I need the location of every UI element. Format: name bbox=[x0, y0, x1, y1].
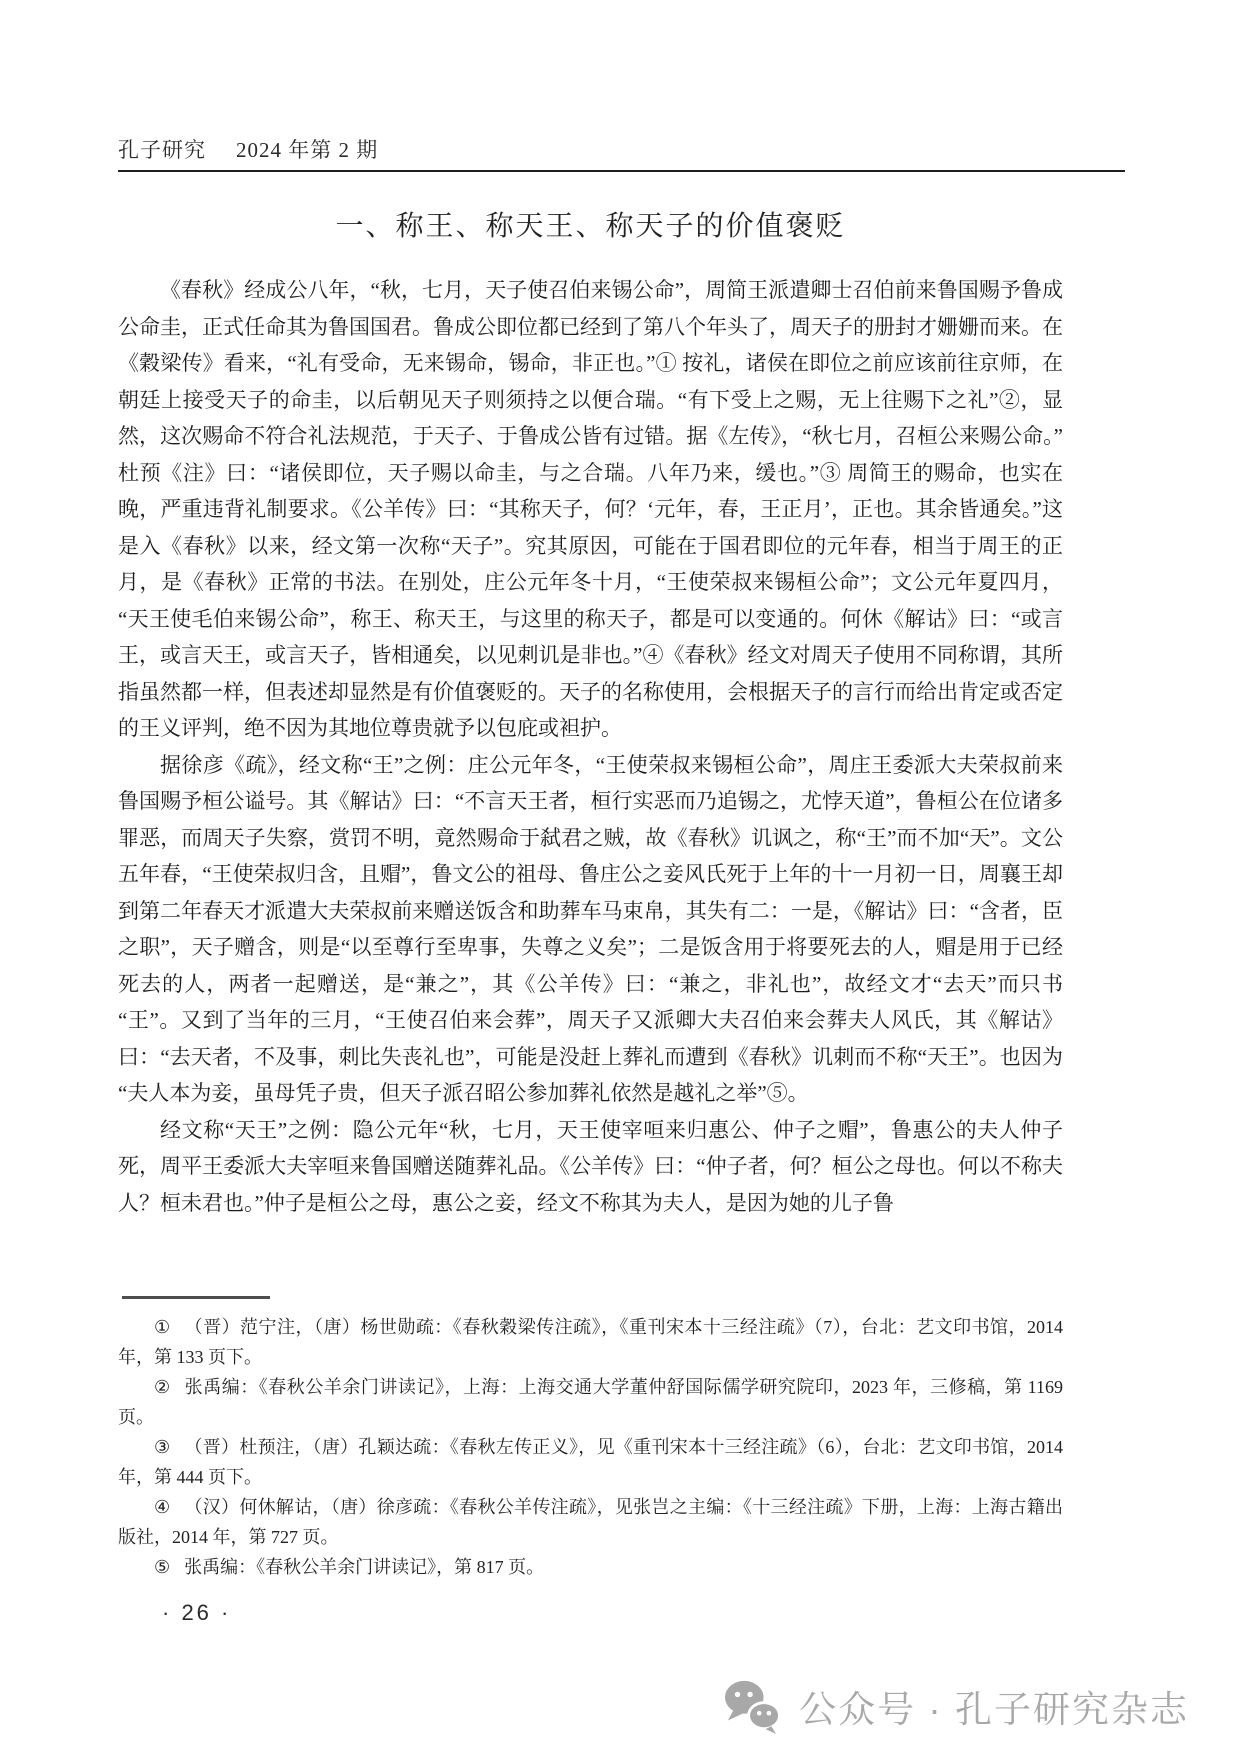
body-paragraph: 《春秋》经成公八年，“秋，七月，天子使召伯来锡公命”，周简王派遣卿士召伯前来鲁国赐予鲁成公命圭，正式任命其为鲁国国君。鲁成公即位都已经到了第八个年头了，周天子的册封才姗姗而来。在《穀梁传》看来，“礼有受命，无来锡命，锡命，非正也。”① 按礼，诸侯在即位之前应该前往京师，在朝廷上接受天子的命圭，以后朝见天子则须持之以便合瑞。“有下受上之赐，无上往赐下之礼”②，显然，这次赐命不符合礼法规范，于天子、于鲁成公皆有过错。据《左传》，“秋七月，召桓公来赐公命。”杜预《注》曰：“诸侯即位，天子赐以命圭，与之合瑞。八年乃来，缓也。”③ 周简王的赐命，也实在晚，严重违背礼制要求。《公羊传》曰：“其称天子，何？‘元年，春，王正月’，正也。其余皆通矣。”这是入《春秋》以来，经文第一次称“天子”。究其原因，可能在于国君即位的元年春，相当于周王的正月，是《春秋》正常的书法。在别处，庄公元年冬十月，“王使荣叔来锡桓公命”；文公元年夏四月，“天王使毛伯来锡公命”，称王、称天王，与这里的称天子，都是可以变通的。何休《解诂》曰：“或言王，或言天王，或言天子，皆相通矣，以见刺讥是非也。”④《春秋》经文对周天子使用不同称谓，其所指虽然都一样，但表述却显然是有价值褒贬的。天子的名称使用，会根据天子的言行而给出肯定或否定的王义评判，绝不因为其地位尊贵就予以包庇或袒护。 bbox=[118, 278, 1063, 740]
footnote-marker: ③ bbox=[154, 1437, 171, 1457]
issue-label: 2024 年第 2 期 bbox=[236, 138, 379, 162]
footnote-text: （晋）范宁注，（唐）杨世勋疏：《春秋穀梁传注疏》，《重刊宋本十三经注疏》（7），台北：艺文印书馆，2014 年，第 133 页下。 bbox=[118, 1317, 1064, 1367]
section-title: 一、称王、称天王、称天子的价值褒贬 bbox=[335, 211, 846, 242]
footnote-marker: ④ bbox=[154, 1497, 171, 1517]
footnote-text: （汉）何休解诂，（唐）徐彦疏：《春秋公羊传注疏》，见张岂之主编：《十三经注疏》下册，上海：上海古籍出版社，2014 年，第 727 页。 bbox=[118, 1497, 1063, 1547]
header-rule bbox=[118, 170, 1125, 172]
body-paragraph: 经文称“天王”之例：隐公元年“秋，七月，天王使宰咺来归惠公、仲子之赗”，鲁惠公的夫人仲子死，周平王委派大夫宰咺来鲁国赠送随葬礼品。《公羊传》曰：“仲子者，何？桓公之母也。何以不称夫人？桓未君也。”仲子是桓公之母，惠公之妾，经文不称其为夫人，是因为她的儿子鲁 bbox=[118, 1117, 1063, 1215]
footnote-marker: ② bbox=[154, 1377, 171, 1397]
page-header bbox=[118, 134, 1125, 164]
footnote-marker: ① bbox=[154, 1317, 171, 1337]
footnote-item bbox=[118, 1552, 1063, 1582]
footnotes bbox=[118, 1312, 1063, 1582]
footnote-text: （晋）杜预注，（唐）孔颖达疏：《春秋左传正义》，见《重刊宋本十三经注疏》（6），台北：艺文印书馆，2014 年，第 444 页下。 bbox=[118, 1437, 1063, 1487]
footnote-item bbox=[118, 1492, 1063, 1552]
footnote-marker: ⑤ bbox=[154, 1557, 171, 1577]
footnote-item bbox=[118, 1432, 1063, 1492]
watermark-text: 公众号 · 孔子研究杂志 bbox=[799, 1689, 1189, 1730]
wechat-icon bbox=[721, 1678, 783, 1734]
article-body bbox=[118, 272, 1063, 1221]
footnote-item bbox=[118, 1372, 1063, 1432]
footnote-separator bbox=[122, 1296, 270, 1299]
watermark bbox=[721, 1678, 1189, 1734]
footnote-text: 张禹编：《春秋公羊余门讲读记》，第 817 页。 bbox=[184, 1557, 545, 1577]
footnote-text: 张禹编：《春秋公羊余门讲读记》，上海：上海交通大学董仲舒国际儒学研究院印，2023 年，三修稿，第 1169 页。 bbox=[118, 1377, 1064, 1427]
body-paragraph: 据徐彦《疏》，经文称“王”之例：庄公元年冬，“王使荣叔来锡桓公命”，周庄王委派大夫荣叔前来鲁国赐予桓公谥号。其《解诂》曰：“不言天王者，桓行实恶而乃追锡之，尤悖天道”，鲁桓公在位诸多罪恶，而周天子失察，赏罚不明，竟然赐命于弑君之贼，故《春秋》讥讽之，称“王”而不加“天”。文公五年春，“王使荣叔归含，且赗”，鲁文公的祖母、鲁庄公之妾风氏死于上年的十一月初一日，周襄王却到第二年春天才派遣大夫荣叔前来赠送饭含和助葬车马束帛，其失有二：一是，《解诂》曰：“含者，臣之职”，天子赠含，则是“以至尊行至卑事，失尊之义矣”；二是饭含用于将要死去的人，赗是用于已经死去的人，两者一起赠送，是“兼之”，其《公羊传》曰：“兼之，非礼也”，故经文才“去天”而只书“王”。又到了当年的三月，“王使召伯来会葬”，周天子又派卿大夫召伯来会葬夫人风氏，其《解诂》曰：“去天者，不及事，刺比失丧礼也”，可能是没赶上葬礼而遭到《春秋》讥刺而不称“天王”。也因为“夫人本为妾，虽母凭子贵，但天子派召昭公参加葬礼依然是越礼之举”⑤。 bbox=[118, 752, 1063, 1105]
page-number: · 26 · bbox=[162, 1600, 232, 1625]
journal-title: 孔子研究 bbox=[118, 138, 206, 162]
footnote-item bbox=[118, 1312, 1063, 1372]
